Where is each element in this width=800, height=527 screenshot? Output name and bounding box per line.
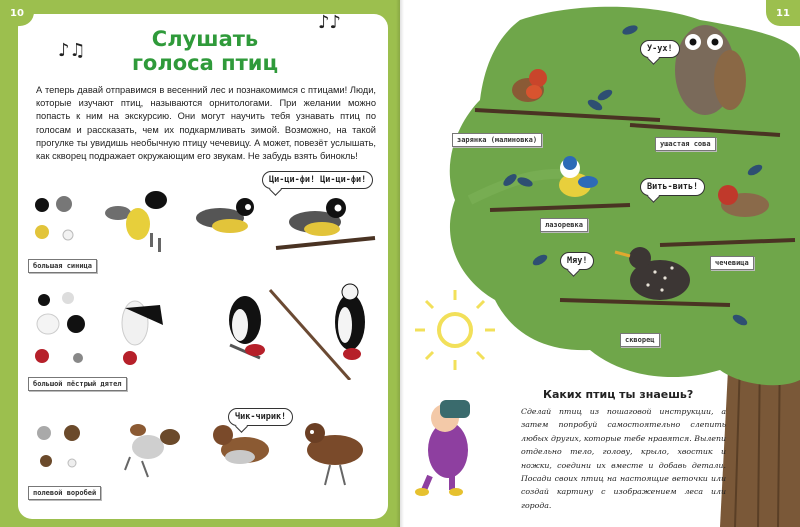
starling-label: скворец [620, 333, 660, 347]
owl-call-bubble: У-ух! [640, 40, 680, 58]
great-tit-steps-illustration [30, 180, 390, 270]
sparrow-label: полевой воробей [28, 486, 101, 500]
owl-label: ушастая сова [655, 137, 716, 151]
intro-paragraph: А теперь давай отправимся в весенний лес и познакомимся с птицами! Люди, которые изучают птиц, называются орнитологами. При желании можно попасть к ним на экскурсию. Они могут научить тебя узнавать птиц по голосам и рассказать, чем их подкармливать зимой. Возможно, на такой прогулке ты увидишь необычную птицу чечевицу. А может, повезёт услышать, как скворец подражает окружающим его звукам. Не забудь взять бинокль! [36, 85, 376, 162]
title-line-1: Слушать [151, 27, 259, 51]
page-number-right: 11 [766, 0, 800, 26]
question-text: Сделай птиц из пошаговой инструкции, а затем попробуй самостоятельно слепить любых других, которые тебе нравятся. Вылепи отдельно тело, голову, крыло, хвостик и ножки, соедини их вместе и добавь детали. Посади своих птиц на настоящие веточки или создай картину с изображением леса или города. [521, 407, 726, 510]
music-note-icon: ♪♫ [58, 40, 86, 61]
page-number-left: 10 [0, 0, 34, 26]
great-tit-call-bubble: Ци-ци-фи! Ци-ци-фи! [262, 171, 373, 189]
starling-call-bubble: Мяу! [560, 252, 594, 270]
great-tit-label: большая синица [28, 259, 97, 273]
question-title: Каких птиц ты знаешь? [543, 388, 694, 401]
woodpecker-steps-illustration [30, 280, 390, 380]
title-line-2: голоса птиц [131, 51, 279, 75]
rosefinch-call-bubble: Вить-вить! [640, 178, 705, 196]
page-gutter [396, 0, 404, 527]
page-title [95, 27, 315, 75]
rosefinch-label: чечевица [710, 256, 754, 270]
blue-tit-label: лазоревка [540, 218, 588, 232]
woodpecker-label: большой пёстрый дятел [28, 377, 127, 391]
robin-label: зарянка (малиновка) [452, 133, 542, 147]
sparrow-call-bubble: Чик-чирик! [228, 408, 293, 426]
music-note-icon: ♪♪ [318, 12, 341, 33]
